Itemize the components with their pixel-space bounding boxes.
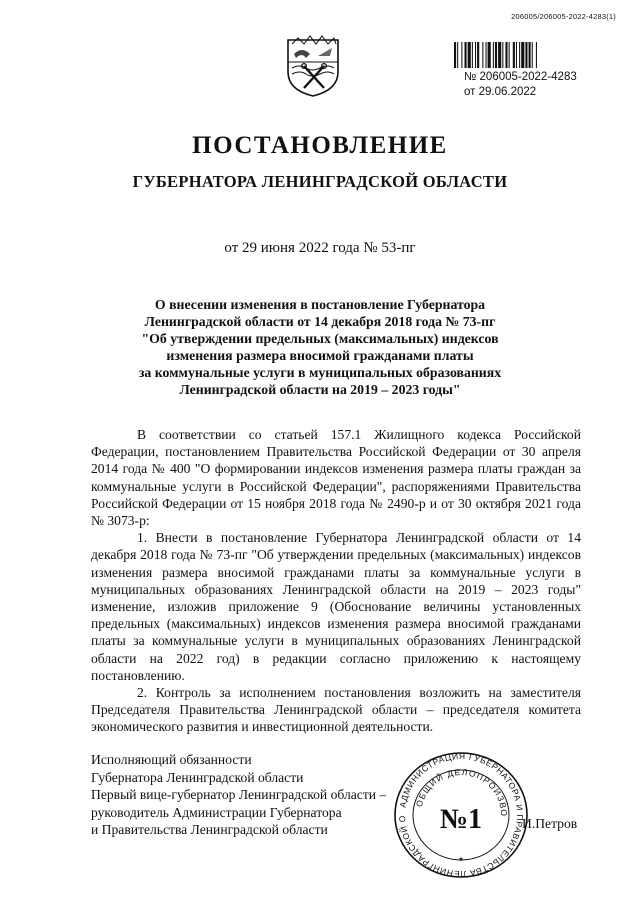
signer-name: И.Петров <box>522 816 578 831</box>
registration-stamp <box>464 70 577 100</box>
subject-line: "Об утверждении предельных (максимальных) индексов <box>141 331 499 346</box>
barcode <box>454 42 604 68</box>
registration-code-top: 206005/206005-2022-4283(1) <box>511 12 616 21</box>
signature-line: Губернатора Ленинградской области <box>91 769 304 785</box>
document-date-number: от 29 июня 2022 года № 53-пг <box>224 240 416 256</box>
subject-line: за коммунальные услуги в муниципальных образованиях <box>138 365 502 380</box>
document-subject <box>120 296 520 398</box>
body-paragraph-item-1: 1. Внести в постановление Губернатора Ленинградской области от 14 декабря 2018 года № 73-пг "Об утверждении предельных (максимальных) индексов изменения размера вносимой гражданами платы за коммунальные услуги в муниципальных образованиях Ленинградской области на 2019 – 2023 годы" изменение, изложив приложение 9 (Обоснование величины установленных предельных (максимальных) индексов изменения размера вносимой гражданами платы за коммунальные услуги в муниципальных образованиях Ленинградской области на 2022 год) в редакции согласно приложению к настоящему постановлению. <box>91 530 581 683</box>
barcode-bar <box>519 42 520 68</box>
barcode-bar <box>454 42 456 68</box>
signature-block <box>91 751 386 839</box>
barcode-bar <box>532 42 533 68</box>
body-paragraph-item-2: 2. Контроль за исполнением постановления возложить на заместителя Председателя Правительства Ленинградской области – председателя комитета экономического развития и инвестиционной деятельности. <box>91 685 581 735</box>
barcode-bar <box>482 42 483 68</box>
barcode-bar <box>536 42 537 68</box>
barcode-bar <box>521 42 524 68</box>
signature-line: Первый вице-губернатор Ленинградской области – <box>91 787 387 802</box>
barcode-bar <box>457 42 458 68</box>
subject-line: О внесении изменения в постановление Губернатора <box>154 297 486 312</box>
barcode-bar <box>493 42 494 68</box>
stamp-number: №1 <box>439 804 483 835</box>
signature-line: руководитель Администрации Губернатора <box>91 804 342 820</box>
barcode-bar <box>477 42 479 68</box>
barcode-bar <box>495 42 497 68</box>
subject-line: изменения размера вносимой гражданами платы <box>166 348 474 363</box>
subject-line: Ленинградской области на 2019 – 2023 годы" <box>179 382 461 397</box>
barcode-bar <box>488 42 491 68</box>
barcode-bar <box>498 42 501 68</box>
barcode-bar <box>516 42 517 68</box>
document-title: ПОСТАНОВЛЕНИЕ <box>192 132 448 159</box>
barcode-bar <box>513 42 515 68</box>
barcode-bar <box>502 42 503 68</box>
barcode-bar <box>529 42 531 68</box>
signature-line: Исполняющий обязанности <box>91 752 252 767</box>
star-icon: ✶ <box>457 855 465 864</box>
barcode-bar <box>509 42 510 68</box>
barcode-bar <box>468 42 471 68</box>
coat-of-arms-emblem <box>284 32 342 98</box>
document-body <box>91 426 581 736</box>
official-seal-stamp <box>390 750 532 880</box>
registration-number: № 206005-2022-4283 <box>464 71 577 83</box>
barcode-bar <box>475 42 476 68</box>
stamp-inner-text: ОБЩИЙ ДЕЛОПРОИЗВО <box>413 766 510 818</box>
barcode-bar <box>525 42 527 68</box>
registration-date: от 29.06.2022 <box>464 86 537 98</box>
barcode-bar <box>505 42 507 68</box>
barcode-bar <box>461 42 462 68</box>
signature-line: и Правительства Ленинградской области <box>91 822 328 837</box>
barcode-bar <box>486 42 487 68</box>
barcode-bar <box>472 42 473 68</box>
stamp-outer-text: АДМИНИСТРАЦИЯ ГУБЕРНАТОРА И ПРАВИТЕЛЬСТВА ЛЕНИНГРАДСКОЙ О <box>396 750 526 880</box>
barcode-bar <box>465 42 467 68</box>
body-paragraph-preamble: В соответствии со статьей 157.1 Жилищного кодекса Российской Федерации, постановлением Правительства Российской Федерации от 30 апреля 2014 года № 400 "О формировании индексов изменения размера платы граждан за коммунальные услуги в Российской Федерации", распоряжениями Правительства Российской Федерации от 15 ноября 2018 года № 2490-р и от 30 октября 2021 года № 3073-р: <box>91 427 581 529</box>
document-subtitle: ГУБЕРНАТОРА ЛЕНИНГРАДСКОЙ ОБЛАСТИ <box>132 172 508 191</box>
subject-line: Ленинградской области от 14 декабря 2018 года № 73-пг <box>144 314 496 329</box>
